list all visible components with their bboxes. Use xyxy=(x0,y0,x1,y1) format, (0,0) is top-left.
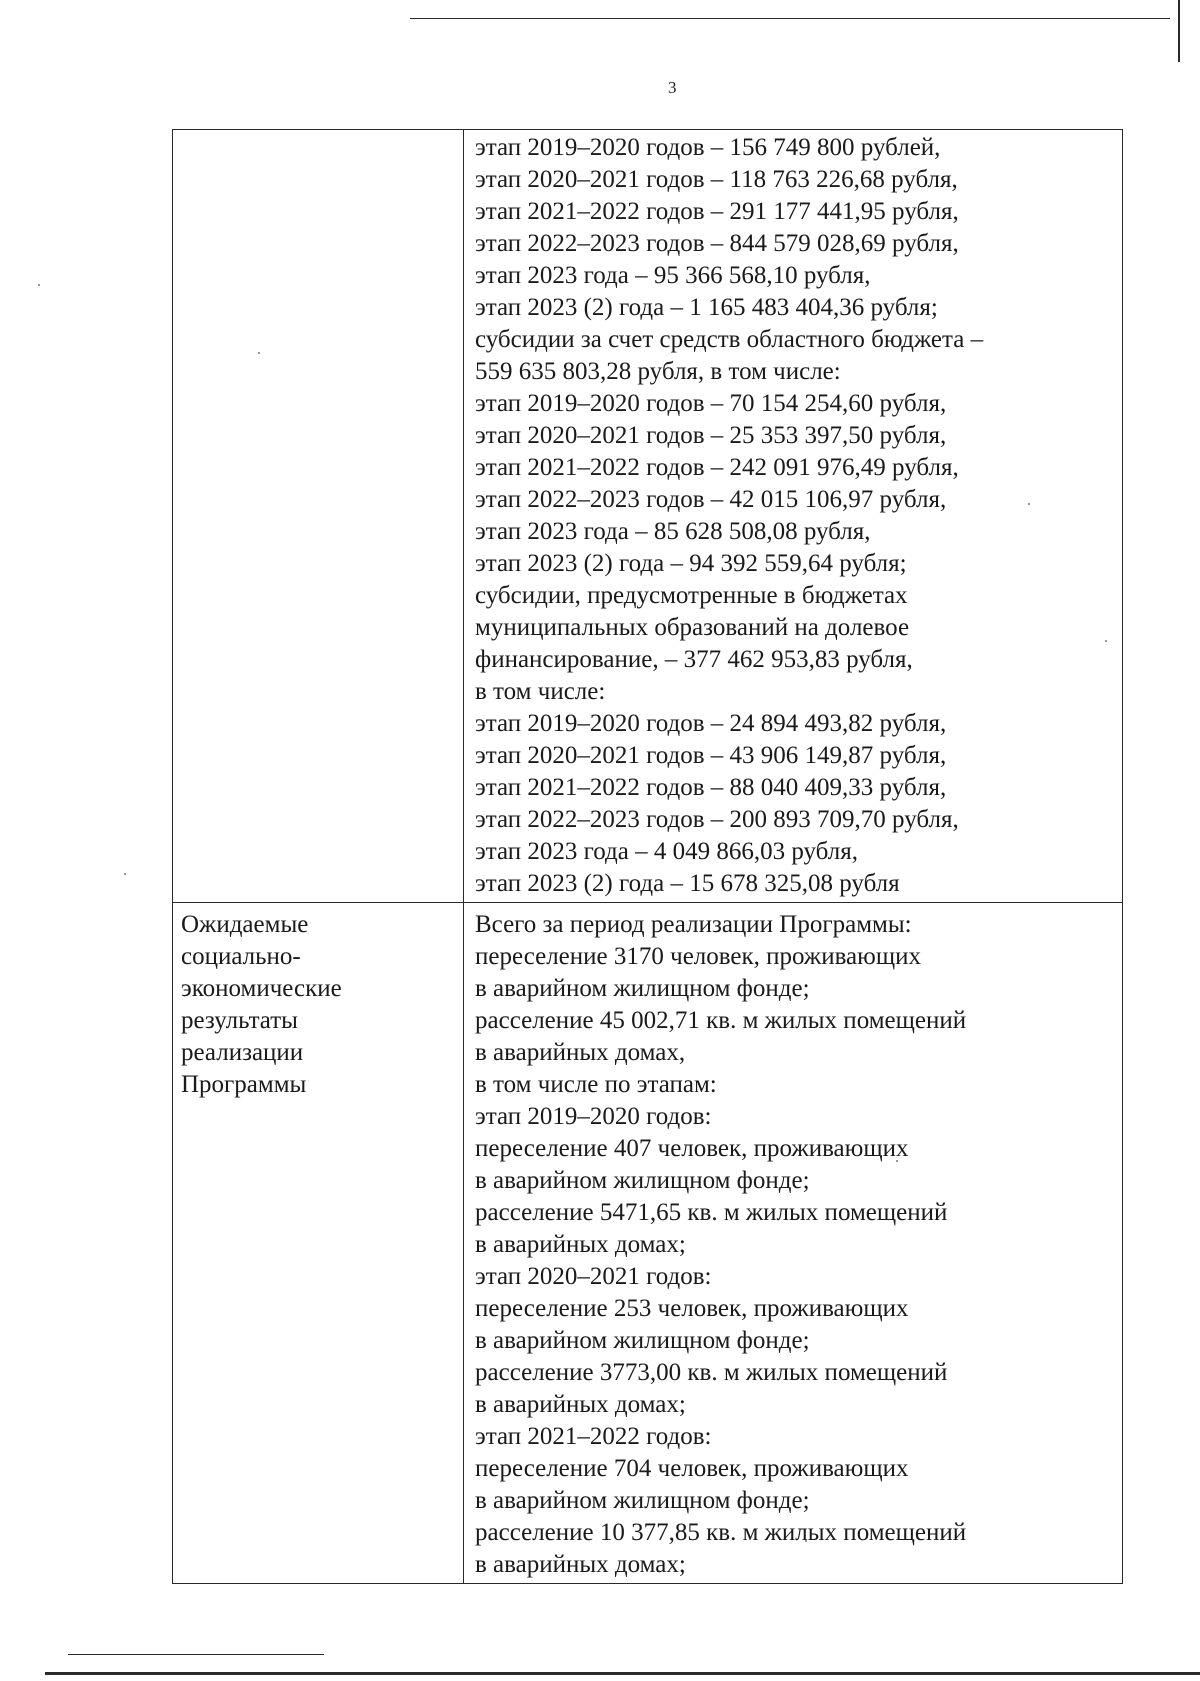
result-line: в аварийных домах, xyxy=(475,1039,686,1066)
result-line: расселение 45 002,71 кв. м жилых помещений xyxy=(475,1007,967,1034)
financing-line: субсидии, предусмотренные в бюджетах xyxy=(475,582,908,609)
financing-line: 559 635 803,28 рубля, в том числе: xyxy=(475,358,841,385)
financing-line: этап 2022–2023 годов – 844 579 028,69 рубля, xyxy=(475,230,959,257)
financing-line: этап 2020–2021 годов – 25 353 397,50 рубля, xyxy=(475,422,947,449)
result-line: переселение 253 человек, проживающих xyxy=(475,1295,909,1322)
result-line: переселение 3170 человек, проживающих xyxy=(475,943,921,970)
result-line: этап 2021–2022 годов: xyxy=(475,1423,712,1450)
financing-line: финансирование, – 377 462 953,83 рубля, xyxy=(475,646,913,673)
table-row-financing xyxy=(173,130,1123,903)
scan-speck xyxy=(124,873,126,875)
financing-line: этап 2023 года – 4 049 866,03 рубля, xyxy=(475,838,858,865)
expected-results-details xyxy=(464,903,1122,1583)
financing-line: этап 2019–2020 годов – 156 749 800 рублей, xyxy=(475,134,941,161)
row-label-line: реализации xyxy=(181,1039,304,1066)
result-line: расселение 10 377,85 кв. м жилых помещений xyxy=(475,1519,967,1546)
row-label-line: Ожидаемые xyxy=(181,911,309,938)
table-row-expected-results xyxy=(173,903,1123,1584)
scan-edge-top xyxy=(410,18,1170,19)
result-line: в аварийном жилищном фонде; xyxy=(475,1327,810,1354)
financing-line: этап 2021–2022 годов – 291 177 441,95 рубля, xyxy=(475,198,959,225)
financing-details xyxy=(464,130,1122,902)
row-value-cell xyxy=(464,130,1123,903)
row-label-line: Программы xyxy=(181,1071,307,1098)
page-number: 3 xyxy=(668,78,677,97)
result-line: в том числе по этапам: xyxy=(475,1071,717,1098)
result-line: Всего за период реализации Программы: xyxy=(475,911,912,938)
result-line: расселение 3773,00 кв. м жилых помещений xyxy=(475,1359,948,1386)
financing-line: этап 2019–2020 годов – 24 894 493,82 рубля, xyxy=(475,710,947,737)
result-line: расселение 5471,65 кв. м жилых помещений xyxy=(475,1199,948,1226)
financing-line: этап 2021–2022 годов – 242 091 976,49 рубля, xyxy=(475,454,959,481)
row-label-line: социально- xyxy=(181,943,301,970)
result-line: этап 2020–2021 годов: xyxy=(475,1263,712,1290)
financing-line: этап 2023 года – 95 366 568,10 рубля, xyxy=(475,262,871,289)
result-line: переселение 704 человек, проживающих xyxy=(475,1455,909,1482)
financing-line: этап 2023 (2) года – 15 678 325,08 рубля xyxy=(475,870,900,897)
row-value-cell xyxy=(464,903,1123,1584)
financing-line: этап 2020–2021 годов – 43 906 149,87 рубля, xyxy=(475,742,947,769)
financing-line: этап 2023 (2) года – 1 165 483 404,36 рубля; xyxy=(475,294,938,321)
result-line: в аварийных домах; xyxy=(475,1391,686,1418)
financing-line: в том числе: xyxy=(475,678,606,705)
financing-line: этап 2021–2022 годов – 88 040 409,33 рубля, xyxy=(475,774,947,801)
financing-line: этап 2020–2021 годов – 118 763 226,68 рубля, xyxy=(475,166,958,193)
program-passport-table xyxy=(172,129,1123,1584)
result-line: переселение 407 человек, проживающих xyxy=(475,1135,909,1162)
financing-line: этап 2022–2023 годов – 200 893 709,70 рубля, xyxy=(475,806,959,833)
row-label xyxy=(173,130,463,136)
row-label-cell xyxy=(173,903,464,1584)
financing-line: субсидии за счет средств областного бюджета – xyxy=(475,326,984,353)
financing-line: этап 2023 (2) года – 94 392 559,64 рубля; xyxy=(475,550,907,577)
result-line: в аварийном жилищном фонде; xyxy=(475,975,810,1002)
row-label-expected-results xyxy=(173,903,463,1101)
scan-speck xyxy=(38,284,40,286)
scan-edge-bottom-short xyxy=(68,1654,324,1655)
financing-line: этап 2022–2023 годов – 42 015 106,97 рубля, xyxy=(475,486,947,513)
result-line: в аварийном жилищном фонде; xyxy=(475,1167,810,1194)
result-line: в аварийном жилищном фонде; xyxy=(475,1487,810,1514)
row-label-line: результаты xyxy=(181,1007,298,1034)
row-label-line: экономические xyxy=(181,975,342,1002)
financing-line: этап 2019–2020 годов – 70 154 254,60 рубля, xyxy=(475,390,947,417)
row-label-cell xyxy=(173,130,464,903)
result-line: в аварийных домах; xyxy=(475,1551,686,1578)
scan-edge-bottom xyxy=(45,1672,1200,1675)
result-line: в аварийных домах; xyxy=(475,1231,686,1258)
financing-line: муниципальных образований на долевое xyxy=(475,614,910,641)
scan-edge-right xyxy=(1178,0,1180,62)
result-line: этап 2019–2020 годов: xyxy=(475,1103,712,1130)
financing-line: этап 2023 года – 85 628 508,08 рубля, xyxy=(475,518,871,545)
